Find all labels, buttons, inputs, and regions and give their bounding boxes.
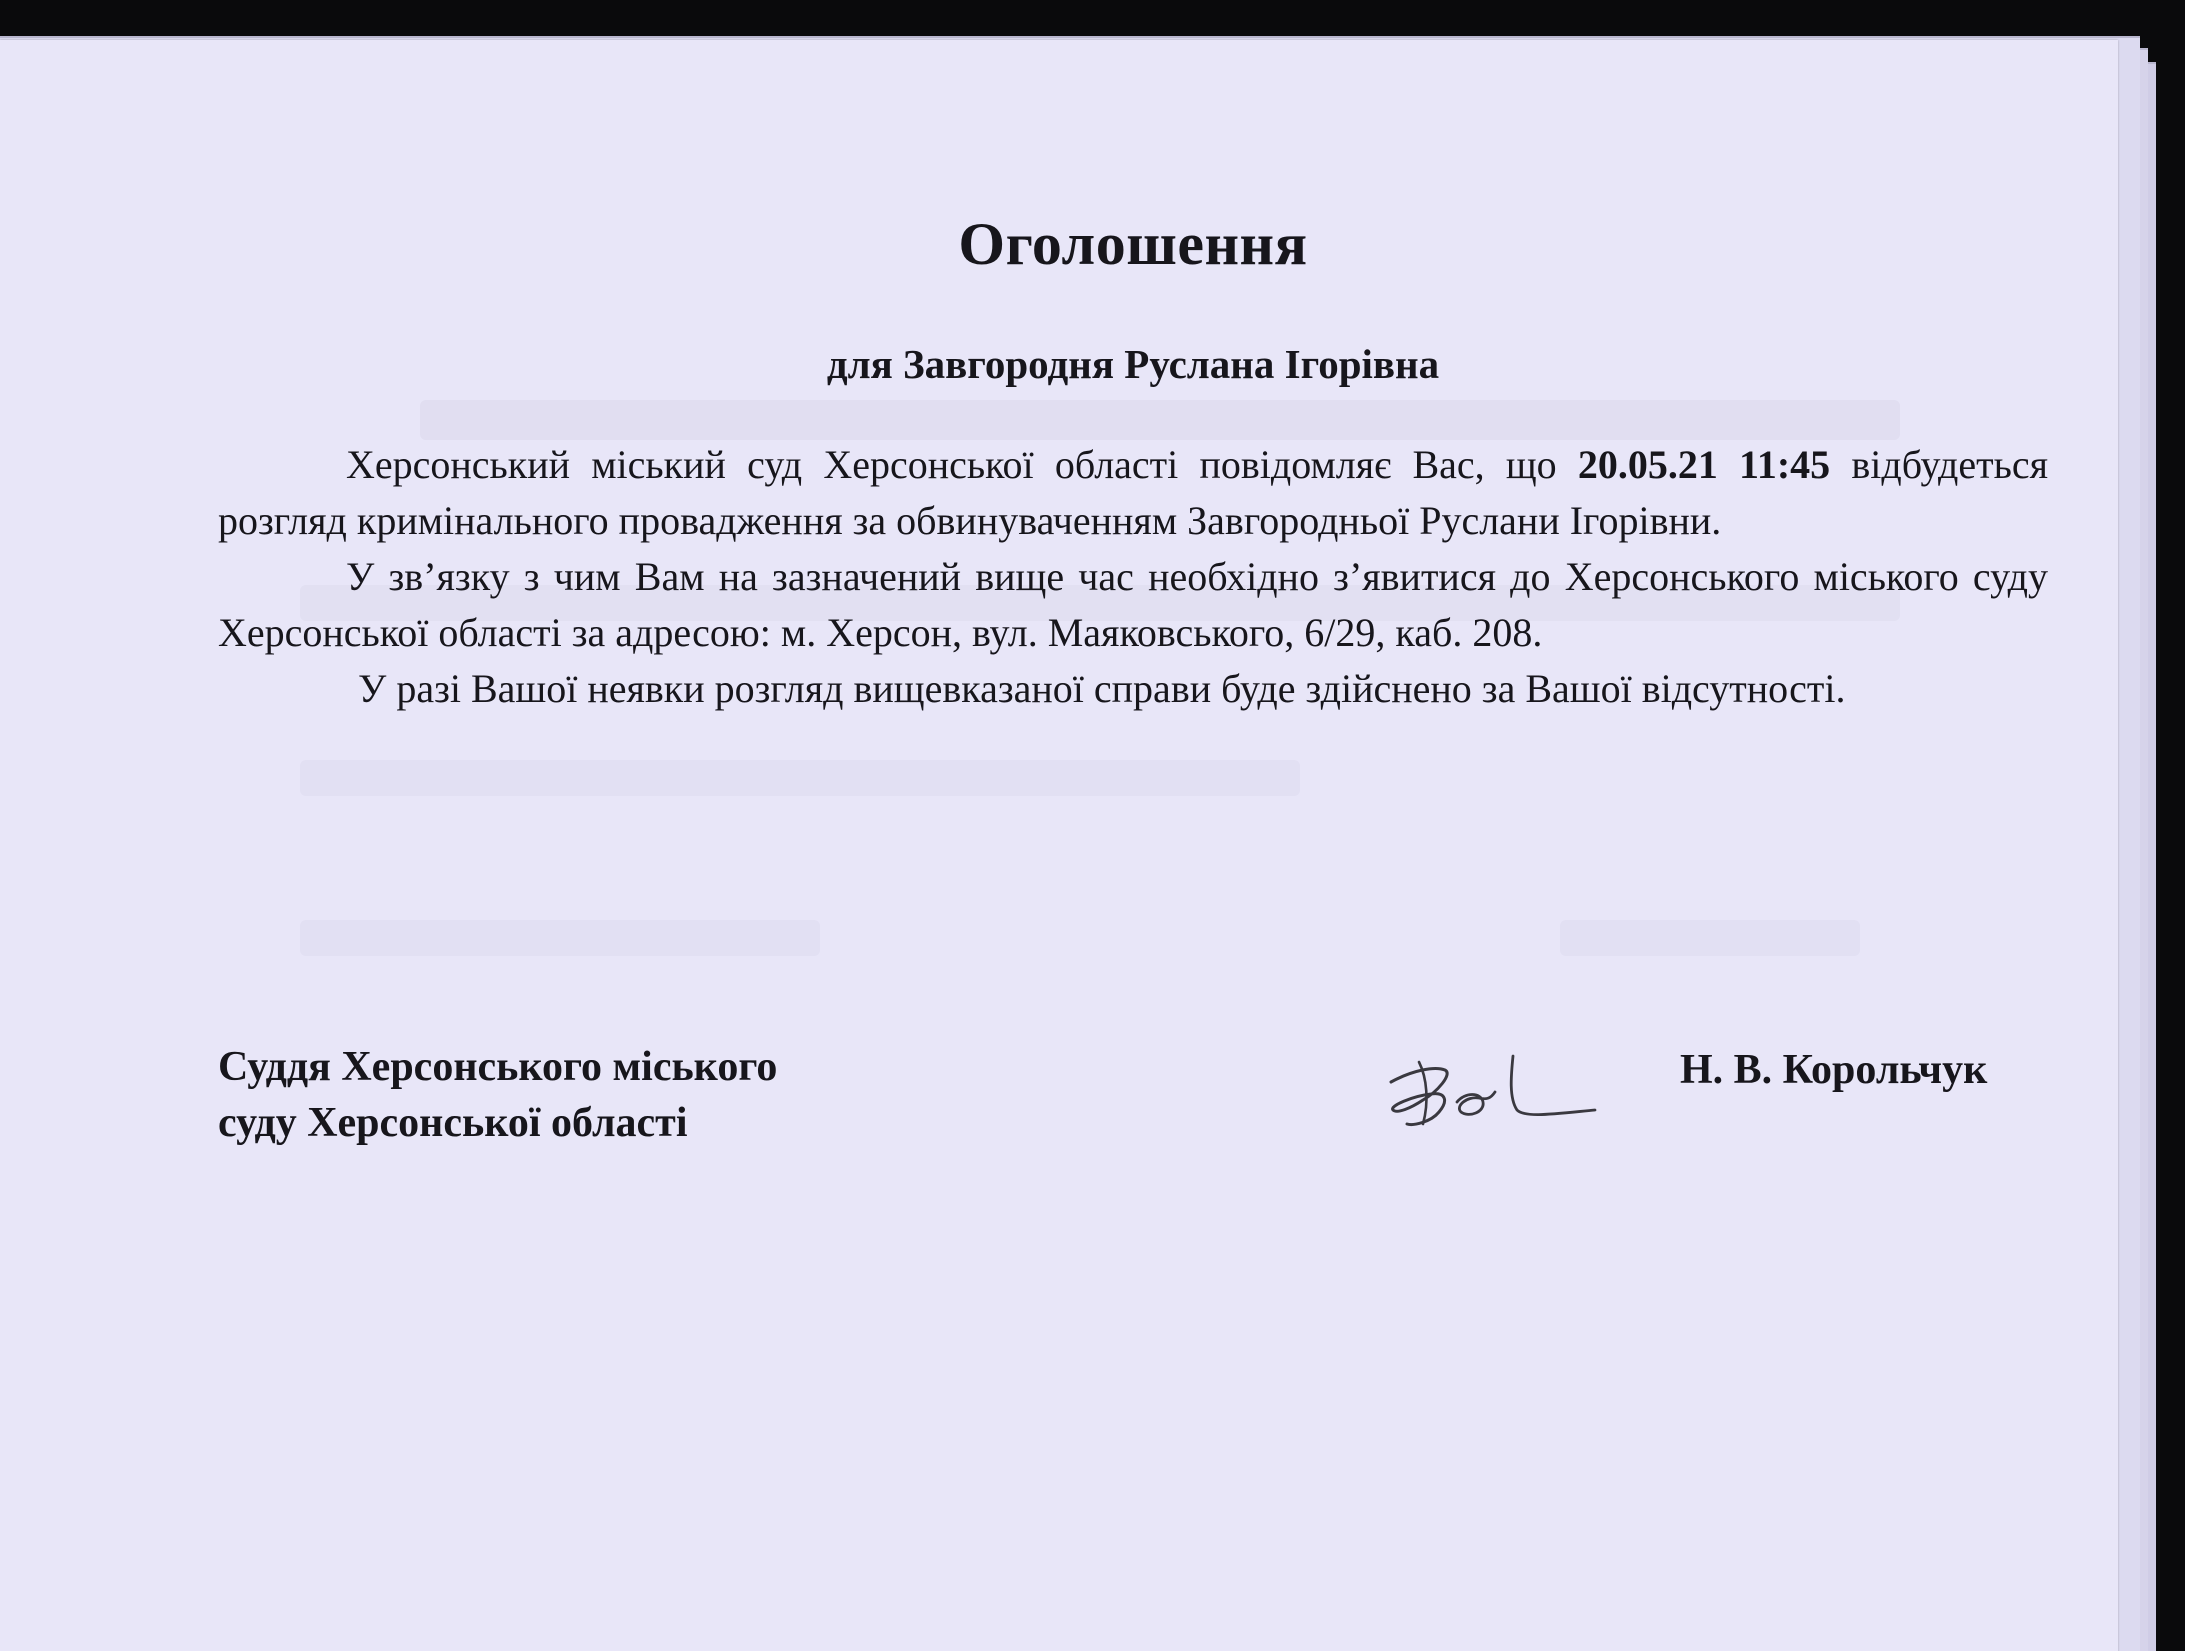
paragraph-hearing-notice [218, 437, 2048, 549]
bleed-through-texture [420, 400, 1900, 440]
bleed-through-texture [300, 920, 820, 956]
hearing-datetime: 20.05.21 11:45 [1577, 442, 1831, 487]
paragraph-absence-warning: У разі Вашої неявки розгляд вищевказаної справи буде здійснено за Вашої відсутності. [358, 666, 1846, 711]
notice-body [218, 437, 2048, 717]
paragraph-text: Херсонський міський суд Херсонської області повідомляє Вас, що [346, 442, 1578, 487]
judge-position [218, 1039, 777, 1151]
bleed-through-texture [300, 760, 1300, 796]
bleed-through-texture [1560, 920, 1860, 956]
judge-position-line: Суддя Херсонського міського [218, 1044, 778, 1090]
judge-name: Н. В. Корольчук [1680, 1047, 1988, 1093]
paragraph-appearance-address: У зв’язку з чим Вам на зазначений вище час необхідно з’явитися до Херсонського міського суду Херсонської області за адресою: м. Херсон, вул. Маяковського, 6/29, каб. 208. [218, 554, 2048, 655]
addressee-line: для Завгородня Руслана Ігорівна [826, 341, 1440, 387]
document-sheet [0, 40, 2118, 1651]
judge-position-line: суду Херсонської області [218, 1100, 688, 1146]
paragraph-text: відбудеться розгляд кримінального провадження за обвинуваченням Завгородньої Руслани Ігорівни. [218, 442, 2049, 543]
document-title: Оголошення [958, 211, 1308, 277]
handwritten-signature [1383, 1026, 1603, 1136]
